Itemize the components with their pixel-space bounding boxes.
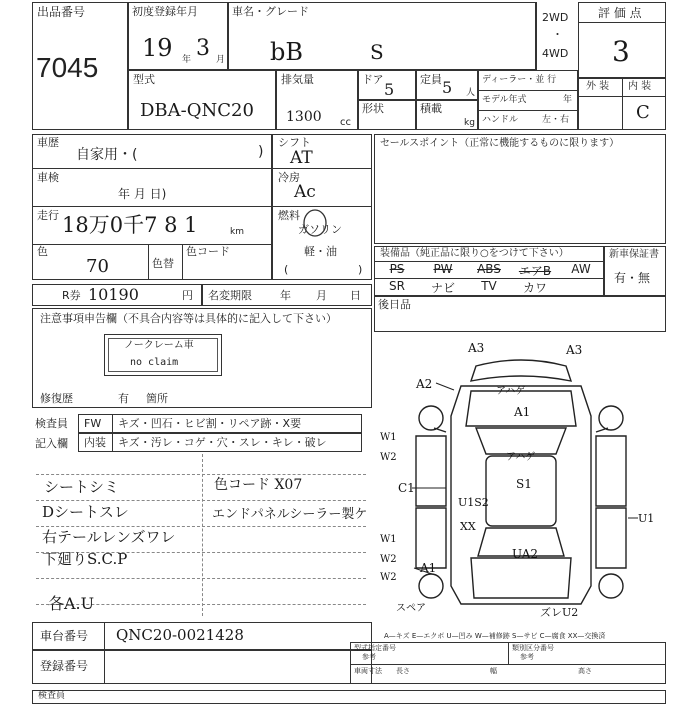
shift-block: [272, 134, 372, 280]
drive-divider: [536, 2, 537, 70]
handle-options: 左・右: [542, 115, 570, 125]
no-claim-stamp-line1: ノークレーム車: [124, 340, 194, 351]
equip-aw: AW: [571, 262, 591, 276]
note-line-3: [36, 526, 366, 527]
note-left-1: シートシミ: [44, 478, 120, 496]
history-divider-3: [32, 244, 272, 245]
note-left-3: 右テールレンズワレ: [42, 528, 176, 546]
bottom-strip: [32, 690, 666, 704]
note-right-1: 色コード X07: [214, 477, 303, 493]
displacement-label: 排気量: [281, 73, 314, 86]
class-ref: 参考: [520, 653, 534, 661]
color-vdivider-2: [182, 244, 183, 280]
mark-a2: A2: [416, 377, 433, 391]
shift-value: AT: [290, 148, 313, 168]
rating-value: 3: [612, 35, 630, 68]
mark-w2-lower: W2: [380, 554, 397, 565]
equip-abs: ABS: [477, 262, 501, 276]
equip-ps: PS: [389, 262, 405, 276]
rear-item-box: [374, 296, 666, 332]
car-damage-diagram: [376, 336, 666, 626]
model-value: bB: [270, 38, 303, 66]
mark-a3-right: A3: [566, 343, 583, 357]
cert-label: 型式指定番号: [354, 644, 396, 652]
mark-a1-side: A1: [420, 561, 437, 575]
mark-ua2: UA2: [512, 547, 539, 561]
note-left-2: Dシートスレ: [42, 503, 129, 521]
history-label: 車歴: [37, 136, 59, 149]
doors-value: 5: [384, 80, 395, 99]
model-year-unit: 年: [563, 95, 573, 105]
rating-divider: [578, 22, 666, 23]
dealer-label: ディーラー・並 行: [482, 75, 557, 85]
first-registration-year: 19: [142, 34, 173, 62]
drive-2wd: 2WD: [542, 11, 569, 24]
cert-ref: 参考: [362, 653, 376, 661]
mark-xx: XX: [460, 520, 476, 533]
exterior-label: 外 装: [586, 81, 610, 92]
color-vdivider: [148, 244, 149, 280]
mark-s1: S1: [516, 477, 532, 491]
ext-int-vdivider: [622, 78, 623, 130]
mileage-value: 18万0千7 8 1: [62, 213, 198, 237]
mark-w2-upper: W2: [380, 452, 397, 463]
history-divider-1: [32, 168, 272, 169]
equip-leather: カワ: [522, 281, 547, 295]
dealer-divider: [478, 90, 578, 91]
fuel-diesel: 軽・油: [304, 245, 337, 258]
history-close: ): [258, 144, 264, 160]
mark-w1-upper: W1: [380, 432, 397, 443]
shift-label: シフト: [278, 136, 311, 149]
type-label: 型式: [133, 73, 155, 86]
note-line-1: [36, 474, 366, 475]
color-code-label: 色コード: [186, 245, 230, 258]
equip-sr: SR: [389, 279, 405, 293]
mark-paint-1: アハゲ: [496, 386, 526, 397]
ac-divider: [272, 206, 372, 207]
equipment-row-2: [374, 279, 558, 295]
damage-marks: [380, 341, 654, 619]
fw-vdivider: [112, 414, 113, 434]
class-label: 類別区分番号: [512, 644, 554, 652]
chassis-label: 車台番号: [40, 629, 89, 643]
height-label: 高さ: [578, 667, 592, 675]
type-value: DBA-QNC20: [140, 100, 254, 121]
drive-4wd: 4WD: [542, 47, 569, 60]
dimension-label: 車両寸法: [354, 667, 382, 675]
deadline-day: 日: [350, 289, 361, 302]
load-unit: kg: [464, 118, 475, 128]
mark-a1: A1: [514, 405, 531, 419]
inspection-label: 車検: [37, 171, 59, 184]
model-year-label: モデル年式: [482, 95, 527, 105]
note-left-5: 各A.U: [48, 594, 95, 613]
note-line-2: [36, 500, 366, 501]
month-unit: 月: [216, 55, 226, 65]
load-label: 積載: [420, 102, 442, 115]
registration-vdivider: [104, 650, 105, 684]
entry-label: 記入欄: [35, 437, 68, 450]
fw-label: FW: [84, 417, 102, 430]
fuel-paren-open: (: [284, 263, 289, 276]
capacity-value: 5: [442, 78, 453, 97]
model-grade-label: 車名・グレード: [232, 5, 309, 18]
diagram-legend: A—キズ E—エクボ U—凹み W—補修跡 S—サビ C—腐食 XX—交換済: [384, 632, 606, 640]
width-label: 幅: [490, 667, 497, 675]
repair-label: 修復歴: [40, 392, 73, 405]
shape-label: 形状: [362, 102, 384, 115]
mark-w1-lower: W1: [380, 534, 397, 545]
handle-label: ハンドル: [482, 115, 519, 125]
deadline-month: 月: [316, 289, 327, 302]
note-line-5: [36, 578, 366, 579]
sales-point-label: セールスポイント（正常に機能するものに限ります）: [380, 138, 620, 149]
note-vdivider: [202, 454, 203, 616]
drive-dot: ・: [552, 28, 563, 41]
sales-point-box: [374, 134, 666, 244]
no-claim-stamp-line2: no claim: [130, 357, 179, 368]
ac-label: 冷房: [278, 171, 300, 184]
warranty-label: 新車保証書: [609, 249, 659, 260]
interior-check-vdivider: [112, 432, 113, 452]
inspection-date: 年 月 日): [118, 187, 167, 201]
mark-w2-bottom: W2: [380, 572, 397, 583]
interior-check-label: 内装: [84, 436, 106, 449]
history-divider-2: [32, 206, 272, 207]
lot-number: 7045: [36, 52, 99, 83]
first-registration-label: 初度登録年月: [132, 5, 198, 18]
rating-label: 評 価 点: [598, 6, 642, 20]
shift-divider: [272, 168, 372, 169]
mark-u1: U1: [638, 512, 655, 525]
mark-a3-left: A3: [468, 341, 485, 355]
bottom-inspector-label: 検査員: [38, 691, 66, 701]
model-year-divider: [478, 110, 578, 111]
inspector-label: 検査員: [35, 417, 68, 430]
equip-tv: TV: [481, 279, 497, 293]
note-left-4: 下廻りS.C.P: [42, 550, 128, 568]
lot-number-label: 出品番号: [37, 5, 86, 19]
capacity-label: 定員: [420, 73, 442, 86]
fw-items: キズ・凹石・ヒビ割・リペア跡・X要: [118, 417, 302, 430]
chassis-vdivider: [104, 622, 105, 650]
interior-label: 内 装: [628, 81, 652, 92]
registration-label: 登録番号: [40, 659, 89, 673]
equip-pw: PW: [433, 262, 453, 276]
history-value: 自家用・(: [76, 147, 138, 163]
notes-label: 注意事項申告欄（不具合内容等は具体的に記入して下さい）: [40, 312, 337, 325]
equip-airbag: エアB: [518, 264, 552, 278]
chassis-value: QNC20-0021428: [116, 626, 244, 644]
note-right-2: エンドパネルシーラー製ケ: [212, 507, 368, 522]
repair-place: 箇所: [146, 392, 168, 405]
displacement-value: 1300: [286, 109, 322, 125]
equipment-label: 装備品（純正品に限り○をつけて下さい）: [380, 248, 569, 259]
interior-check-items: キズ・汚レ・コゲ・穴・スレ・キレ・破レ: [118, 436, 327, 449]
displacement-unit: cc: [340, 117, 351, 128]
mark-u1s2: U1S2: [458, 496, 489, 509]
fuel-label: 燃料: [278, 209, 300, 222]
fuel-paren-close: ): [358, 263, 363, 276]
color-change-label: 色替: [152, 257, 174, 270]
grade-value: S: [370, 40, 384, 64]
recycle-label: R券: [62, 289, 81, 302]
rear-item-label: 後日品: [378, 298, 411, 311]
mark-paint-2: アハゲ: [506, 452, 536, 463]
year-unit: 年: [182, 55, 192, 65]
doors-label: ドア: [362, 73, 384, 86]
length-label: 長さ: [396, 667, 410, 675]
color-label: 色: [37, 245, 48, 258]
deadline-year: 年: [280, 289, 291, 302]
deadline-label: 名変期限: [208, 289, 252, 302]
cert-vdivider: [508, 642, 509, 664]
mileage-unit: km: [230, 227, 244, 237]
recycle-unit: 円: [182, 289, 193, 302]
mark-c1: C1: [398, 481, 415, 495]
color-value: 70: [86, 256, 109, 277]
cert-hdivider: [350, 664, 666, 665]
ac-value: Ac: [294, 182, 316, 202]
interior-value: C: [636, 102, 650, 123]
capacity-unit: 人: [466, 88, 476, 98]
fuel-gas: ガソリン: [298, 223, 342, 236]
equipment-row-1: [374, 262, 604, 278]
mileage-label: 走行: [37, 209, 59, 222]
repair-value: 有: [118, 392, 129, 405]
recycle-value: 10190: [88, 285, 139, 304]
warranty-options: 有・無: [614, 271, 651, 285]
mark-spare: スペア: [396, 603, 426, 614]
first-registration-month: 3: [196, 36, 210, 61]
equip-navi: ナビ: [430, 281, 455, 295]
fuel-gas-circle: [300, 208, 330, 238]
mark-scratch-u2: ズレU2: [540, 606, 579, 619]
